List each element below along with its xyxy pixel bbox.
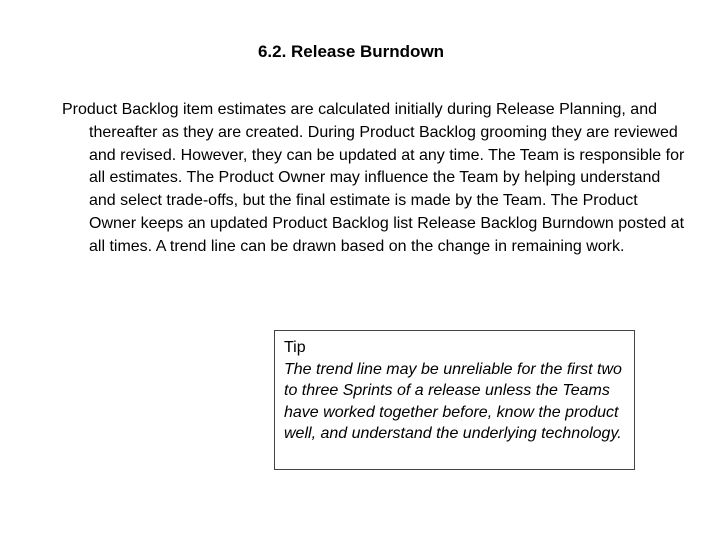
tip-box — [274, 330, 635, 470]
body-paragraph: Product Backlog item estimates are calculated initially during Release Planning, and thereafter as they are created. During Product Backlog grooming they are reviewed and revised. However, they can be updated at any time. The Team is responsible for all estimates. The Product Owner may influence the Team by helping understand and select trade-offs, but the final estimate is made by the Team. The Product Owner keeps an updated Product Backlog list Release Backlog Burndown posted at all times. A trend line can be drawn based on the change in remaining work. — [62, 101, 685, 255]
tip-title: Tip — [284, 339, 306, 356]
tip-text: The trend line may be unreliable for the first two to three Sprints of a release unless the Teams have worked together before, know the product well, and understand the underlying technology. — [284, 360, 622, 442]
slide-title: 6.2. Release Burndown — [257, 42, 445, 61]
